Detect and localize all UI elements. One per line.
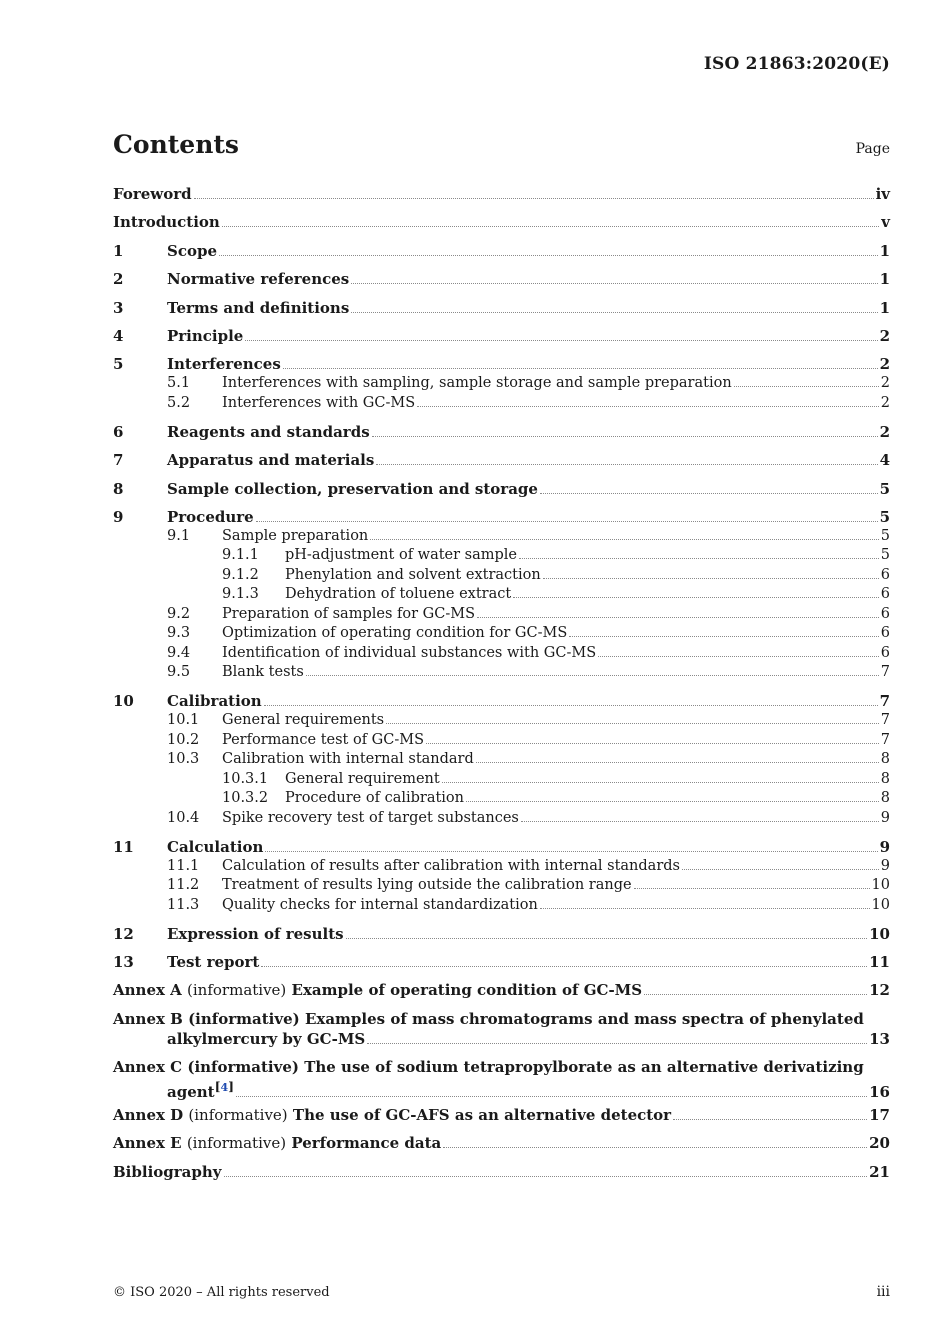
toc-entry-page: 2 [880, 394, 890, 411]
toc-entry-number: 8 [113, 479, 124, 498]
toc-entry-number: 6 [113, 422, 124, 441]
toc-entry-page: 9 [880, 857, 890, 874]
toc-entry-page: 5 [879, 479, 890, 498]
toc-entry-label [113, 1105, 671, 1125]
toc-entry-label: Terms and definitions [167, 298, 350, 317]
toc-entry-9-4[interactable] [113, 644, 890, 664]
toc-entry-9-1[interactable] [113, 527, 890, 547]
toc-entry-number: 10.1 [167, 712, 200, 729]
toc-entry-number: 9.5 [167, 664, 191, 681]
dot-leader [644, 990, 867, 995]
annex-title: The use of sodium tetrapropylborate as an alternative derivatizing [304, 1057, 864, 1076]
toc-entry-page: 6 [880, 625, 890, 642]
toc-entry-label: Interferences with sampling, sample storage and sample preparation [222, 375, 732, 392]
toc-entry-number: 9.1.3 [222, 586, 259, 603]
annex-title: Examples of mass chromatograms and mass spectra of phenylated [304, 1009, 864, 1028]
toc-entry-label: Interferences [167, 355, 281, 374]
toc-entry-label: Optimization of operating condition for GC-MS [222, 625, 568, 642]
toc-entry-label: Phenylation and solvent extraction [285, 566, 541, 583]
toc-entry-number: 4 [113, 326, 124, 345]
dot-leader [476, 758, 879, 763]
toc-entry-number: 11 [113, 837, 134, 856]
annex-kind: (informative) [188, 1105, 288, 1124]
toc-entry-label: Principle [167, 326, 244, 345]
dot-leader [346, 934, 868, 939]
toc-entry-5[interactable] [113, 354, 890, 374]
toc-entry-page: 2 [879, 326, 890, 345]
toc-entry-page: 5 [879, 507, 890, 526]
toc-entry-8[interactable] [113, 479, 890, 499]
bibliography-reference-link[interactable]: 4 [220, 1080, 229, 1094]
page-number: iii [876, 1284, 890, 1300]
dot-leader [386, 719, 879, 724]
toc-entry-11-3[interactable] [113, 896, 890, 916]
dot-leader [372, 432, 878, 437]
toc-entry-5-2[interactable] [113, 394, 890, 414]
annex-prefix: Annex D [113, 1105, 184, 1124]
toc-entry-number: 9.1.2 [222, 566, 259, 583]
dot-leader [224, 1172, 868, 1177]
copyright-notice: © ISO 2020 – All rights reserved [113, 1285, 330, 1300]
toc-entry-number: 5 [113, 355, 124, 374]
toc-entry-number: 9.1 [167, 527, 191, 544]
toc-entry-page: 4 [879, 451, 890, 470]
dot-leader [370, 535, 878, 540]
dot-leader [236, 1092, 867, 1097]
dot-leader [306, 671, 879, 676]
toc-entry-number: 5.2 [167, 394, 191, 411]
toc-entry-page: 7 [879, 692, 890, 711]
toc-entry-page: v [881, 213, 890, 232]
dot-leader [219, 251, 878, 256]
toc-entry-number: 10.4 [167, 809, 200, 826]
toc-entry-label: Reagents and standards [167, 422, 370, 441]
toc-entry-9-1-2[interactable] [113, 566, 890, 586]
dot-leader [466, 797, 879, 802]
toc-entry-page: 6 [880, 605, 890, 622]
toc-entry-number: 10.3 [167, 751, 200, 768]
dot-leader [194, 194, 874, 199]
toc-entry-number: 10 [113, 692, 134, 711]
toc-entry-label: Foreword [113, 185, 192, 203]
toc-entry-label: pH-adjustment of water sample [285, 547, 518, 564]
toc-entry-page: 6 [880, 566, 890, 583]
toc-entry-page: 16 [869, 1082, 890, 1101]
toc-entry-label: Procedure of calibration [285, 790, 464, 807]
toc-entry-10-4[interactable] [113, 809, 890, 829]
dot-leader [598, 652, 879, 657]
annex-kind: (informative) [187, 981, 287, 1000]
dot-leader [443, 1143, 867, 1148]
toc-entry-annex-c[interactable] [113, 1057, 890, 1101]
toc-entry-number: 11.1 [167, 857, 200, 874]
annex-kind: (informative) [188, 1009, 300, 1028]
toc-entry-label: Calculation [167, 837, 264, 856]
dot-leader [734, 382, 879, 387]
toc-entry-page: 8 [880, 751, 890, 768]
annex-kind: (informative) [186, 1134, 287, 1153]
toc-entry-page: 1 [879, 241, 890, 260]
toc-entry-page: 17 [869, 1105, 890, 1124]
toc-entry-bibliography[interactable] [113, 1162, 890, 1182]
dot-leader [569, 632, 879, 637]
toc-entry-page: 2 [879, 355, 890, 374]
toc-entry-annex-d[interactable] [113, 1105, 890, 1125]
toc-entry-label: Sample collection, preservation and storage [167, 479, 538, 498]
toc-entry-label: Preparation of samples for GC-MS [222, 605, 475, 622]
toc-entry-page: 2 [879, 422, 890, 441]
toc-entry-label [113, 1133, 441, 1153]
toc-entry-label: Spike recovery test of target substances [222, 809, 519, 826]
toc-entry-10-3[interactable] [113, 750, 890, 770]
toc-entry-foreword[interactable] [113, 184, 890, 204]
toc-entry-label: Performance test of GC-MS [222, 731, 425, 748]
toc-entry-9-5[interactable] [113, 663, 890, 683]
toc-entry-number: 10.3.2 [222, 790, 269, 807]
annex-prefix: Annex C [113, 1057, 183, 1076]
toc-entry-page: 5 [880, 527, 890, 544]
toc-entry-page: 8 [880, 770, 890, 787]
toc-entry-number: 5.1 [167, 375, 191, 392]
toc-entry-number: 12 [113, 924, 134, 943]
toc-entry-9-2[interactable] [113, 605, 890, 625]
toc-entry-10[interactable] [113, 691, 890, 711]
toc-entry-page: 5 [880, 547, 890, 564]
toc-entry-label: Calibration with internal standard [222, 751, 474, 768]
toc-entry-7[interactable] [113, 450, 890, 470]
toc-entry-introduction[interactable] [113, 212, 890, 232]
dot-leader [264, 701, 878, 706]
toc-entry-label: Test report [167, 952, 260, 971]
document-id: ISO 21863:2020(E) [703, 54, 890, 74]
dot-leader [477, 613, 879, 618]
toc-entry-9-3[interactable] [113, 624, 890, 644]
toc-entry-10-3-2[interactable] [113, 789, 890, 809]
toc-entry-label: Identification of individual substances with GC-MS [222, 644, 597, 661]
dot-leader [351, 279, 877, 284]
toc-entry-label: Calibration [167, 692, 262, 711]
toc-entry-label: Interferences with GC-MS [222, 394, 416, 411]
toc-entry-11[interactable] [113, 837, 890, 857]
toc-entry-page: 2 [880, 375, 890, 392]
toc-entry-label: Procedure [167, 507, 254, 526]
toc-entry-label: Normative references [167, 270, 350, 289]
toc-entry-number: 10.2 [167, 731, 200, 748]
annex-kind: (informative) [187, 1057, 299, 1076]
toc-entry-number: 3 [113, 298, 124, 317]
dot-leader [682, 865, 879, 870]
toc-entry-page: 21 [869, 1162, 890, 1181]
annex-prefix: Annex E [113, 1134, 182, 1153]
toc-entry-11-2[interactable] [113, 876, 890, 896]
annex-title-continued [167, 1077, 234, 1102]
dot-leader [513, 593, 879, 598]
toc-entry-number: 9.1.1 [222, 547, 259, 564]
dot-leader [540, 904, 870, 909]
toc-entry-number: 9 [113, 507, 124, 526]
toc-entry-number: 11.2 [167, 877, 200, 894]
dot-leader [543, 574, 879, 579]
toc-entry-10-3-1[interactable] [113, 770, 890, 790]
toc-entry-10-1[interactable] [113, 711, 890, 731]
toc-entry-label: Blank tests [222, 664, 304, 681]
toc-entry-number: 9.4 [167, 644, 191, 661]
annex-title-continued: alkylmercury by GC-MS [167, 1029, 366, 1048]
reference-bracket: [4] [214, 1078, 235, 1094]
toc-entry-label: General requirements [222, 712, 385, 729]
toc-entry-9[interactable] [113, 507, 890, 527]
annex-title-continued-text: agent [167, 1082, 215, 1101]
toc-entry-10-2[interactable] [113, 731, 890, 751]
toc-entry-label [113, 980, 642, 1000]
toc-entry-annex-a[interactable] [113, 980, 890, 1000]
toc-entry-number: 11.3 [167, 896, 200, 913]
toc-entry-page: 1 [879, 298, 890, 317]
toc-entry-page: 6 [880, 586, 890, 603]
annex-title: Example of operating condition of GC-MS [291, 981, 643, 1000]
dot-leader [540, 489, 878, 494]
dot-leader [673, 1115, 867, 1120]
toc-entry-page: 7 [880, 731, 890, 748]
contents-heading: Contents [113, 130, 240, 159]
toc-entry-page: iv [875, 185, 890, 203]
dot-leader [222, 222, 879, 227]
toc-entry-page: 6 [880, 644, 890, 661]
toc-entry-label: Bibliography [113, 1162, 222, 1181]
toc-entry-label: Treatment of results lying outside the calibration range [222, 877, 632, 894]
toc-entry-number: 13 [113, 952, 134, 971]
toc-entry-page: 8 [880, 790, 890, 807]
dot-leader [376, 460, 877, 465]
toc-entry-label: Dehydration of toluene extract [285, 586, 512, 603]
toc-entry-page: 9 [880, 809, 890, 826]
toc-entry-label: Sample preparation [222, 527, 369, 544]
annex-title: The use of GC-AFS as an alternative detector [292, 1105, 672, 1124]
dot-leader [426, 739, 879, 744]
toc-entry-label: General requirement [285, 770, 440, 787]
annex-title: Performance data [291, 1134, 442, 1153]
toc-entry-page: 9 [879, 837, 890, 856]
toc-entry-label: Quality checks for internal standardization [222, 896, 538, 913]
toc-entry-annex-e[interactable] [113, 1133, 890, 1153]
toc-entry-label: Apparatus and materials [167, 451, 375, 470]
toc-entry-6[interactable] [113, 422, 890, 442]
toc-entry-annex-b[interactable] [113, 1009, 890, 1048]
table-of-contents [113, 184, 890, 1182]
toc-entry-number: 10.3.1 [222, 770, 269, 787]
toc-entry-label: Expression of results [167, 924, 344, 943]
toc-entry-page: 20 [869, 1134, 890, 1153]
toc-entry-1[interactable] [113, 241, 890, 261]
toc-entry-12[interactable] [113, 924, 890, 944]
dot-leader [519, 554, 879, 559]
dot-leader [256, 517, 878, 522]
toc-entry-number: 7 [113, 451, 124, 470]
toc-entry-label: Scope [167, 241, 218, 260]
dot-leader [367, 1039, 867, 1044]
toc-entry-page: 11 [869, 952, 890, 971]
dot-leader [265, 847, 877, 852]
toc-entry-11-1[interactable] [113, 857, 890, 877]
toc-entry-2[interactable] [113, 269, 890, 289]
toc-entry-page: 12 [869, 981, 890, 1000]
toc-entry-number: 1 [113, 241, 124, 260]
toc-entry-number: 9.2 [167, 605, 191, 622]
toc-entry-label: Introduction [113, 213, 220, 232]
toc-entry-page: 1 [879, 270, 890, 289]
dot-leader [245, 336, 877, 341]
toc-entry-page: 13 [869, 1029, 890, 1048]
page-column-label: Page [855, 141, 890, 157]
toc-entry-5-1[interactable] [113, 374, 890, 394]
dot-leader [417, 402, 879, 407]
toc-entry-page: 10 [871, 877, 890, 894]
toc-entry-label: Calculation of results after calibration with internal standards [222, 857, 680, 874]
annex-prefix: Annex B [113, 1009, 183, 1028]
dot-leader [521, 817, 879, 822]
toc-entry-number: 2 [113, 270, 124, 289]
toc-entry-number: 9.3 [167, 625, 191, 642]
toc-entry-page: 10 [869, 924, 890, 943]
toc-entry-4[interactable] [113, 326, 890, 346]
dot-leader [634, 884, 870, 889]
dot-leader [442, 778, 879, 783]
dot-leader [261, 962, 867, 967]
toc-entry-page: 7 [880, 664, 890, 681]
toc-entry-label [113, 1057, 890, 1077]
toc-entry-9-1-3[interactable] [113, 585, 890, 605]
dot-leader [351, 308, 877, 313]
toc-entry-13[interactable] [113, 952, 890, 972]
dot-leader [283, 364, 878, 369]
annex-prefix: Annex A [113, 981, 182, 1000]
toc-entry-3[interactable] [113, 298, 890, 318]
toc-entry-page: 10 [871, 896, 890, 913]
toc-entry-9-1-1[interactable] [113, 546, 890, 566]
toc-entry-page: 7 [880, 712, 890, 729]
toc-entry-label [113, 1009, 890, 1029]
